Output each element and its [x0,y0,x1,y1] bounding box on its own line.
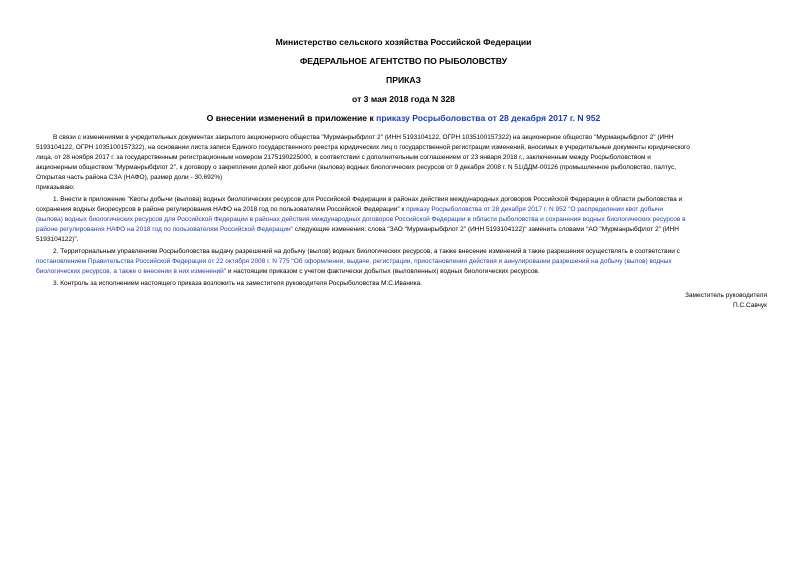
signature-name: П.С.Савчук [732,302,767,309]
item1-line [36,215,771,224]
item2-line [36,257,771,266]
signature-position: Заместитель руководителя [685,292,767,299]
item1-line: 5193104122)". [36,236,79,243]
agency-name: ФЕДЕРАЛЬНОЕ АГЕНТСТВО ПО РЫБОЛОВСТВУ [299,56,508,66]
order-word: приказываю: [36,184,75,191]
ministry-name: Министерство сельского хозяйства Российской Федерации [275,37,532,47]
item1-line [36,205,771,214]
title-text: О внесении изменений в приложение к [206,113,377,123]
resolution-775-link[interactable]: постановлением Правительства Российской Федерации от 22 октября 2008 г. N 775 "Об оформлении, выдаче, регистрации, приостановлении действия и аннулировании разрешений на добычу (вылов) водных [36,258,672,265]
paragraph-line: акционерным обществом "Мурманрыбфлот 2", к договору о закреплении долей квот добычи (вылова) водных биологических ресурсов от 9 декабря 2008 г. N 51/ДДМ-00126 (промышленное рыболовство, палтус, [36,164,677,171]
order-952-link[interactable]: приказу Росрыболовства от 28 декабря 2017 г. N 952 "О распределении квот добычи [406,206,664,213]
item2-text: и настоящим приказом с учетом фактически добытых (выловленных) водных биологических ресурсов. [226,268,540,275]
paragraph-line: 5193104122, ОГРН 1035100157322), на основании листа записи Единого государственного реестра юридических лиц о государственной регистрации изменений, вносимых в учредительные документы юридического [36,144,690,151]
item2-line [36,267,771,276]
title-link[interactable]: приказу Росрыболовства от 28 декабря 2017 г. N 952 [376,113,601,123]
paragraph-line: лица, от 28 ноября 2017 г. за государственным регистрационным номером 2175190225000, в соответствии с дополнительным соглашением от 23 января 2018 г., заключенным между Росрыболовством и [36,154,651,161]
paragraph-line: Открытая часть района СЗА (НАФО), размер доли - 30,692%) [36,174,223,181]
item1-text: следующие изменения: слова "ЗАО "Мурманрыбфлот 2" (ИНН 5193104122)" заменить словами "АО "Мурманрыбфлот 2" (ИНН [292,226,679,233]
document-type: ПРИКАЗ [386,75,421,85]
document-date-number: от 3 мая 2018 года N 328 [352,94,455,104]
paragraph-line: В связи с изменениями в учредительных документах закрытого акционерного общества "Мурманрыбфлот 2" (ИНН 5193104122, ОГРН 1035100157322) на акционерное общество "Мурманрыбфлот 2" (ИНН [53,134,674,141]
resolution-775-link-end[interactable]: биологических ресурсов, а также о внесении в них изменений" [36,268,227,275]
order-952-link-end[interactable]: районе регулирования НАФО на 2018 год по пользователям Российской Федерации" [36,226,293,233]
item2-line: 2. Территориальным управлениям Росрыболовства выдачу разрешений на добычу (вылов) водных биологических ресурсов, а также внесение изменений в такие разрешения осуществлять в соответствии с [53,248,680,255]
document-title [0,113,807,124]
item1-text: сохранения водных биоресурсов в районе регулирования НАФО на 2018 год по пользователям Российской Федерации" к [36,206,407,213]
item3-line: 3. Контроль за исполнением настоящего приказа возложить на заместителя руководителя Росрыболовства М.С.Иваника. [53,280,423,287]
item1-line [36,225,771,234]
order-952-link-cont[interactable]: (вылова) водных биологических ресурсов для Российской Федерации в районах действия международных договоров Российской Федерации в области рыболовства и сохранения водных биологических ресурсов в [36,216,686,223]
item1-line: 1. Внести в приложение "Квоты добычи (вылова) водных биологических ресурсов для Российской Федерации в районах действия международных договоров Российской Федерации в области рыболовства и [53,196,683,203]
